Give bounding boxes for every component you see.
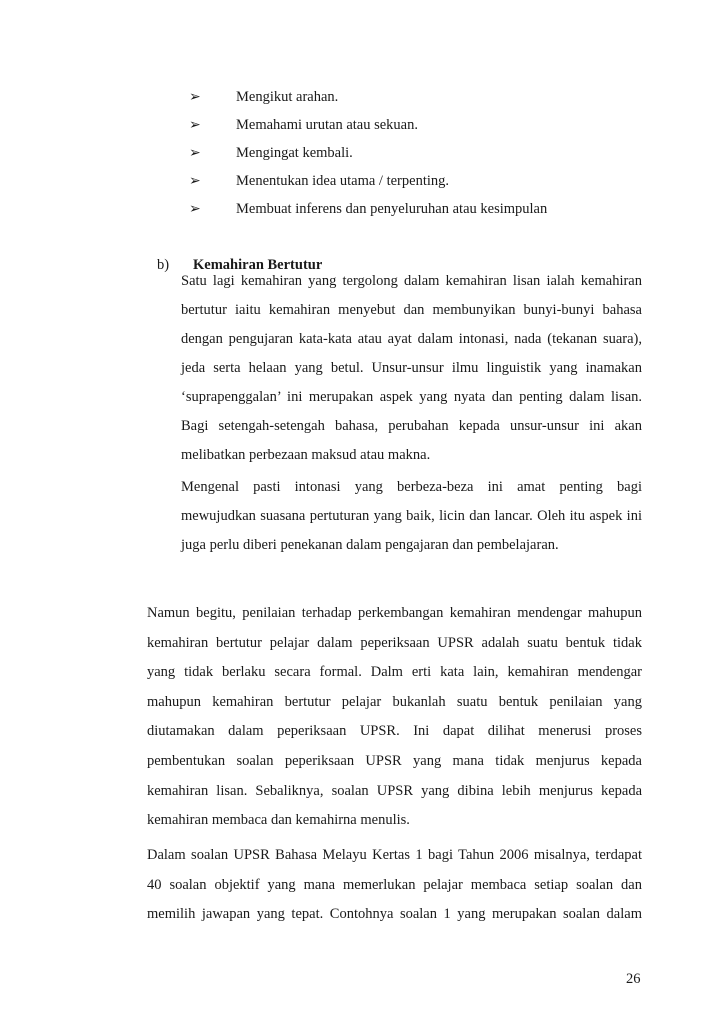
text-line: Namun begitu, penilaian terhadap perkembangan kemahiran mendengar mahupun	[147, 605, 642, 621]
bullet-text: Menentukan idea utama / terpenting.	[236, 173, 449, 189]
text-line: dengan pengujaran kata-kata atau ayat dalam intonasi, nada (tekanan suara),	[181, 331, 642, 347]
text-line: Mengenal pasti intonasi yang berbeza-beza ini amat penting bagi	[181, 479, 642, 495]
text-line: memilih jawapan yang tepat. Contohnya soalan 1 yang merupakan soalan dalam	[147, 906, 642, 923]
list-item	[0, 116, 728, 136]
text-line: 40 soalan objektif yang mana memerlukan pelajar membaca setiap soalan dan	[147, 876, 642, 893]
text-line: jeda serta helaan yang betul. Unsur-unsur ilmu linguistik yang inamakan	[181, 360, 642, 376]
section-paragraph	[181, 478, 642, 565]
list-item	[0, 144, 728, 164]
arrowhead-bullet-icon: ➢	[189, 173, 201, 189]
bullet-text: Mengingat kembali.	[236, 145, 353, 161]
text-line: ‘suprapenggalan’ ini merupakan aspek yang nyata dan penting dalam lisan.	[181, 389, 642, 405]
body-paragraph	[147, 604, 642, 841]
text-line: Dalam soalan UPSR Bahasa Melayu Kertas 1 bagi Tahun 2006 misalnya, terdapat	[147, 847, 642, 863]
bullet-text: Mengikut arahan.	[236, 89, 339, 105]
text-line: mewujudkan suasana pertuturan yang baik, licin dan lancar. Oleh itu aspek ini	[181, 508, 642, 524]
list-item	[0, 200, 728, 220]
text-line: juga perlu diberi penekanan dalam pengajaran dan pembelajaran.	[181, 537, 559, 553]
list-item	[0, 172, 728, 192]
section-marker: b)	[157, 257, 170, 273]
text-line: kemahiran membaca dan kemahirna menulis.	[147, 812, 410, 829]
text-line: melibatkan perbezaan maksud atau makna.	[181, 447, 431, 463]
section-paragraph	[181, 272, 642, 475]
section-heading: Kemahiran Bertutur	[193, 257, 323, 273]
bullet-text: Memahami urutan atau sekuan.	[236, 117, 418, 133]
text-line: kemahiran lisan. Sebaliknya, soalan UPSR yang dibina lebih menjurus kepada	[147, 782, 642, 799]
text-line: yang tidak berlaku secara formal. Dalm erti kata lain, kemahiran mendengar	[147, 664, 642, 681]
text-line: Bagi setengah-setengah bahasa, perubahan kepada unsur-unsur ini akan	[181, 418, 642, 434]
arrowhead-bullet-icon: ➢	[189, 201, 201, 217]
bullet-text: Membuat inferens dan penyeluruhan atau kesimpulan	[236, 201, 548, 217]
text-line: diutamakan dalam peperiksaan UPSR. Ini dapat dilihat menerusi proses	[147, 723, 642, 740]
text-line: Satu lagi kemahiran yang tergolong dalam kemahiran lisan ialah kemahiran	[181, 273, 642, 289]
arrowhead-bullet-icon: ➢	[189, 117, 201, 133]
body-paragraph	[147, 846, 642, 935]
page-number: 26	[626, 971, 641, 987]
text-line: bertutur iaitu kemahiran menyebut dan membunyikan bunyi-bunyi bahasa	[181, 302, 642, 318]
list-item	[0, 88, 728, 108]
arrowhead-bullet-icon: ➢	[189, 89, 201, 105]
arrowhead-bullet-icon: ➢	[189, 145, 201, 161]
text-line: mahupun kemahiran bertutur pelajar bukanlah suatu bentuk penilaian yang	[147, 693, 642, 710]
text-line: pembentukan soalan peperiksaan UPSR yang mana tidak menjurus kepada	[147, 752, 642, 769]
text-line: kemahiran bertutur pelajar dalam peperiksaan UPSR adalah suatu bentuk tidak	[147, 634, 642, 651]
